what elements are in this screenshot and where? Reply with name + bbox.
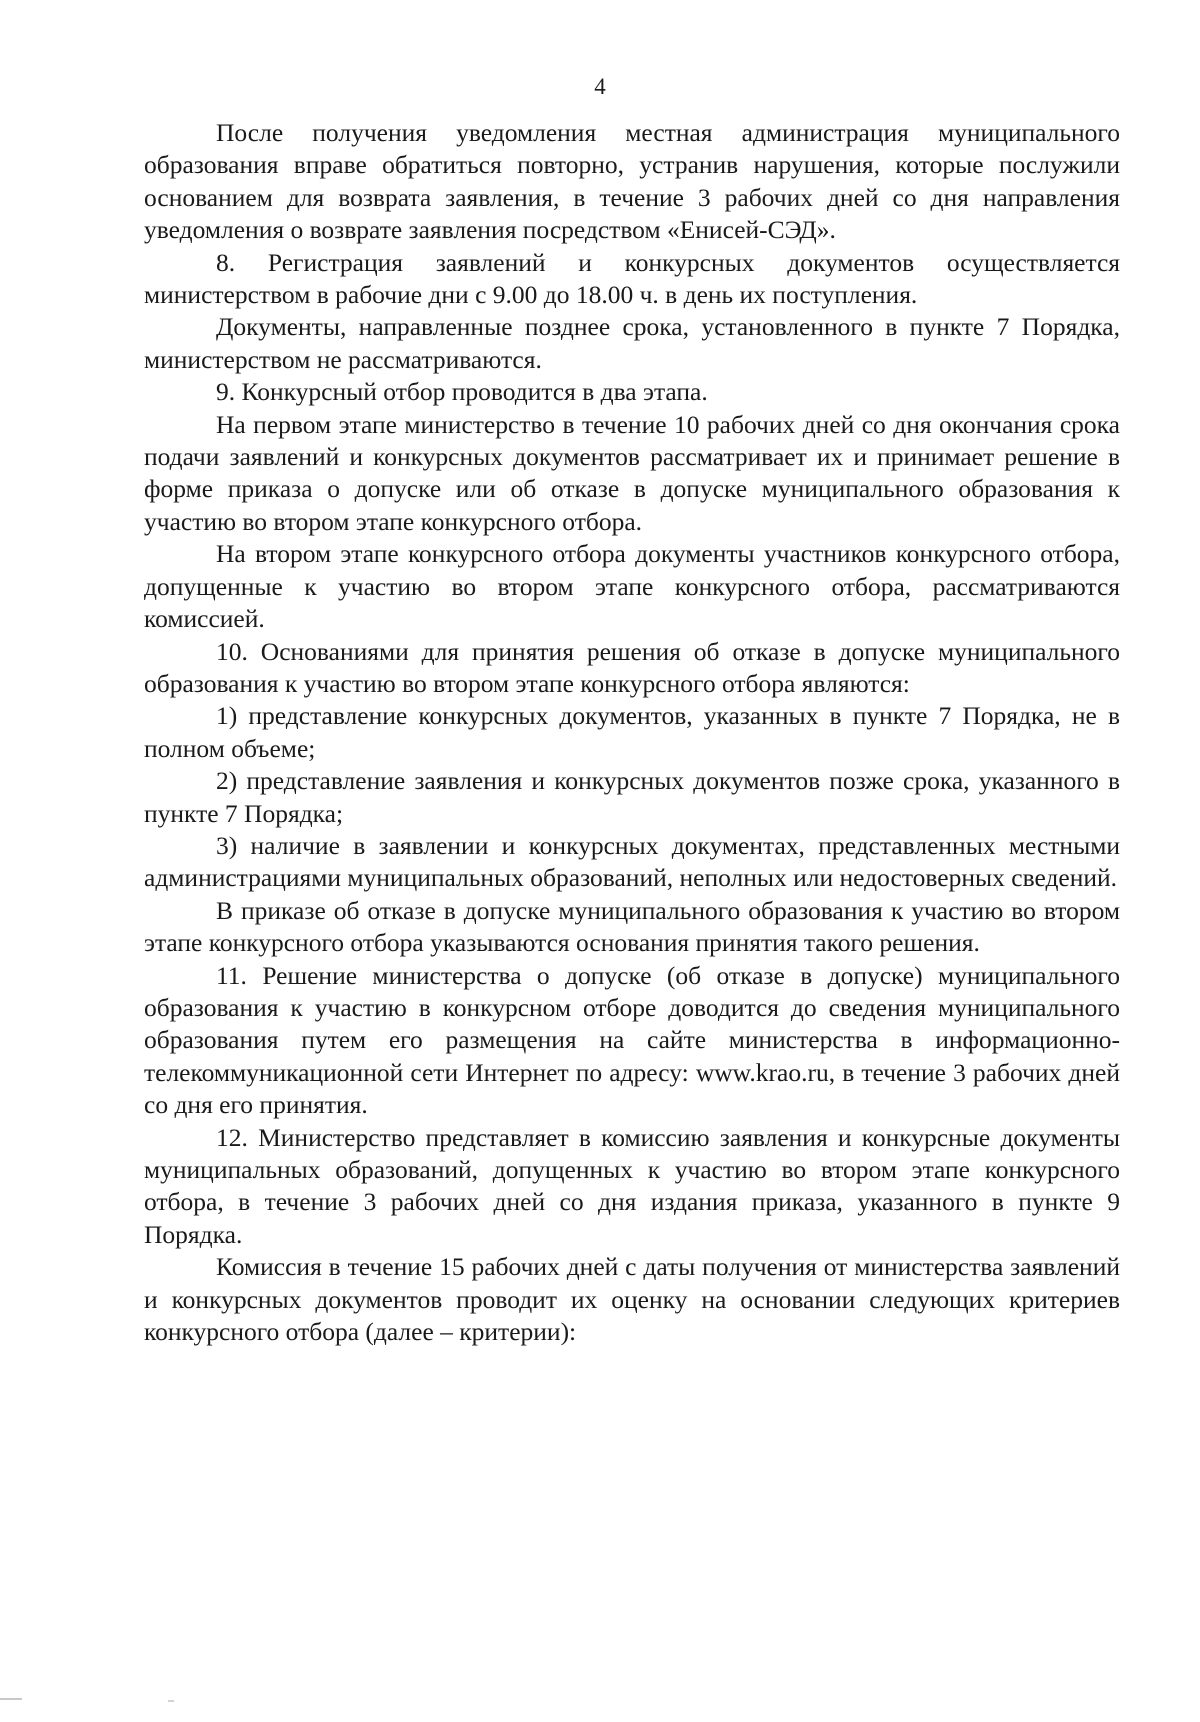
- paragraph-first-stage: На первом этапе министерство в течение 10 рабочих дней со дня окончания срока подачи заявлений и конкурсных документов рассматривает их и принимает решение в форме приказа о допуске или об отказе в допуске муниципального образования к участию во втором этапе конкурсного отбора.: [144, 409, 1120, 536]
- paragraph-10-grounds: 10. Основаниями для принятия решения об отказе в допуске муниципального образования к участию во втором этапе конкурсного отбора являются:: [144, 636, 1120, 698]
- paragraph-9-two-stages: 9. Конкурсный отбор проводится в два этапа.: [216, 377, 708, 407]
- document-body: [144, 117, 1120, 1348]
- scan-artifact: [0, 1698, 22, 1700]
- list-item-3: 3) наличие в заявлении и конкурсных документах, представленных местными администрациями муниципальных образований, неполных или недостоверных сведений.: [144, 830, 1120, 893]
- paragraph-11-decision: 11. Решение министерства о допуске (об отказе в допуске) муниципального образования к участию в конкурсном отборе доводится до сведения муниципального образования путем его размещения на сайте министерства в информационно-телекоммуникационной сети Интернет по адресу: www.krao.ru, в течение 3 рабочих дней со дня его принятия.: [144, 960, 1120, 1120]
- paragraph-12-submission: 12. Министерство представляет в комиссию заявления и конкурсные документы муниципальных образований, допущенных к участию во втором этапе конкурсного отбора, в течение 3 рабочих дней со дня издания приказа, указанного в пункте 9 Порядка.: [144, 1122, 1120, 1249]
- paragraph-second-stage: На втором этапе конкурсного отбора документы участников конкурсного отбора, допущенные к участию во втором этапе конкурсного отбора, рассматриваются комиссией.: [144, 539, 1120, 634]
- paragraph-commission-evaluation: Комиссия в течение 15 рабочих дней с даты получения от министерства заявлений и конкурсных документов проводит их оценку на основании следующих критериев конкурсного отбора (далее – критерии):: [144, 1252, 1120, 1347]
- paragraph-return-notice: После получения уведомления местная администрация муниципального образования вправе обратиться повторно, устранив нарушения, которые послужили основанием для возврата заявления, в течение 3 рабочих дней со дня направления уведомления о возврате заявления посредством «Енисей-СЭД».: [144, 118, 1120, 245]
- list-item-2: 2) представление заявления и конкурсных документов позже срока, указанного в пункте 7 Порядка;: [144, 766, 1120, 828]
- paragraph-8-registration: 8. Регистрация заявлений и конкурсных документов осуществляется министерством в рабочие дни с 9.00 до 18.00 ч. в день их поступления.: [144, 247, 1120, 310]
- paragraph-refusal-order: В приказе об отказе в допуске муниципального образования к участию во втором этапе конкурсного отбора указываются основания принятия такого решения.: [144, 895, 1120, 958]
- list-item-1: 1) представление конкурсных документов, указанных в пункте 7 Порядка, не в полном объеме;: [144, 701, 1120, 763]
- page-number: 4: [594, 74, 606, 99]
- scan-artifact: [168, 1700, 174, 1702]
- paragraph-late-documents: Документы, направленные позднее срока, установленного в пункте 7 Порядка, министерством не рассматриваются.: [144, 312, 1120, 374]
